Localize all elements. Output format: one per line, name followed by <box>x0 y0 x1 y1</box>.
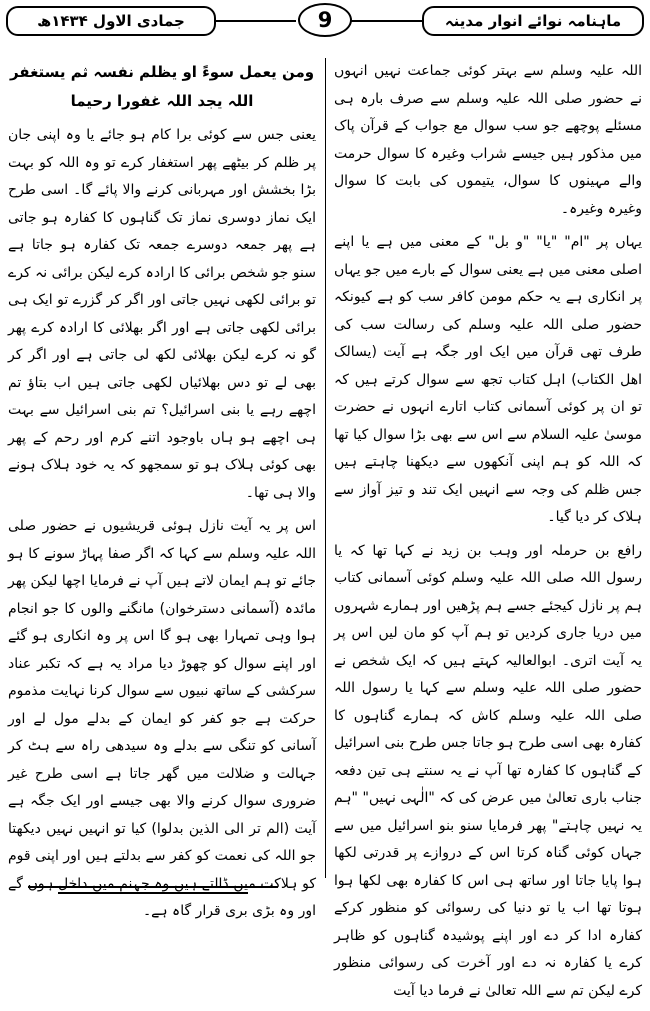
left-column <box>8 58 316 932</box>
header-divider-line <box>216 20 296 22</box>
issue-date: جمادی الاول ۱۴۳۴ھ <box>37 12 185 30</box>
paragraph: رافع بن حرملہ اور وہب بن زید نے کہا تھا کہ یا رسول اللہ صلی اللہ علیہ وسلم کوئی آسمانی کتاب ہم پر نازل کیجئے جسے ہم پڑھیں اور ہمارے شہروں میں دریا جاری کردیں تو ہم آپ کو مان لیں اس پر یہ آیت اتری۔ ابوالعالیہ کہتے ہیں کہ ایک شخص نے حضور صلی اللہ علیہ وسلم سے کہا یا رسول اللہ صلی اللہ علیہ وسلم کاش کہ ہمارے گناہوں کا کفارہ بھی اسی طرح ہو جاتا جس طرح بنی اسرائیل کے گناہوں کا کفارہ تھا آپ نے یہ سنتے ہی تین دفعہ جناب باری تعالیٰ میں عرض کی کہ "الٰہی نہیں" "ہم یہ نہیں چاہتے" پھر فرمایا سنو بنو اسرائیل میں سے جہاں کوئی گناہ کرتا اس کے دروازے پر قدرتی لکھا ہوا پایا جاتا اور ساتھ ہی اس کا کفارہ بھی لکھا ہوا ہوتا تھا اب یا تو دنیا کی رسوائی کو منظور کرکے کفارہ ادا کر دے اور اپنے پوشیدہ گناہوں کو ظاہر کرے یا کفارہ نہ دے اور آخرت کی رسوائی منظور کرے لیکن تم سے اللہ تعالیٰ نے فرما دیا آیت <box>334 542 642 999</box>
end-ornament-rule <box>28 886 278 888</box>
magazine-title: ماہنامہ نوائے انوار مدینہ <box>444 12 622 30</box>
column-divider <box>325 58 326 878</box>
arabic-verse: ومن یعمل سوءً او یظلم نفسہ ثم یستغفر اللہ یجد اللہ غفورا رحیما <box>9 63 315 110</box>
issue-date-box <box>6 6 216 36</box>
paragraph: اس پر یہ آیت نازل ہوئی قریشیوں نے حضور صلی اللہ علیہ وسلم سے کہا کہ اگر صفا پہاڑ سونے کا ہو جائے تو ہم ایمان لاتے ہیں آپ نے فرمایا اچھا لیکن پھر مائدہ (آسمانی دسترخوان) مانگنے والوں کا جو انجام ہوا وہی تمہارا بھی ہو گا اس پر وہ انکاری ہو گئے اور اپنے سوال کو چھوڑ دیا مراد یہ ہے کہ تکبر عناد سرکشی کے ساتھ نبیوں سے سوال کرنا نہایت مذموم حرکت ہے جو کفر کو ایمان کے بدلے مول لے اور آسانی کو تنگی سے بدلے وہ سیدھی راہ سے ہٹ کر جہالت و ضلالت میں گھر جاتا ہے اسی طرح غیر ضروری سوال کرنے والا بھی جیسے اور ایک جگہ ہے آیت (الم تر الی الذین بدلوا) کیا تو انہیں نہیں دیکھتا جو اللہ کی نعمت کو کفر سے بدلتے ہیں اور اپنی قوم کو ہلاکت میں ڈالتے ہیں وہ جہنم میں داخل ہوں گے اور وہ بڑی بری قرار گاہ ہے۔ <box>8 518 316 919</box>
magazine-title-box <box>422 6 644 36</box>
paragraph: اللہ علیہ وسلم سے بہتر کوئی جماعت نہیں انہوں نے حضور صلی اللہ علیہ وسلم سے صرف بارہ ہی مسئلے پوچھے جو سب سوال مع جواب کے قرآن پاک میں مذکور ہیں جیسے شراب وغیرہ کا سوال حرمت والے مہینوں کا سوال، یتیموں کی بابت کا سوال وغیرہ وغیرہ۔ <box>334 63 642 217</box>
header-divider-line <box>342 20 422 22</box>
page-number: 9 <box>317 8 333 32</box>
end-ornament-rule <box>58 892 248 894</box>
right-column <box>334 58 642 1011</box>
paragraph: یہاں پر "ام" "یا" "و بل" کے معنی میں ہے یا اپنے اصلی معنی میں ہے یعنی سوال کے بارے میں جو یہاں پر انکاری ہے یہ حکم مومن کافر سب کو ہے کیونکہ حضور صلی اللہ علیہ وسلم کی رسالت سب کی طرف تھی قرآن میں ایک اور جگہ ہے آیت (یسالک اھل الکتاب) اہل کتاب تجھ سے سوال کرتے ہیں کہ تو ان پر کوئی آسمانی کتاب اتارے انہوں نے حضرت موسیٰ علیہ السلام سے اس سے بھی بڑا سوال کیا تھا کہ اللہ کو ہم اپنی آنکھوں سے دیکھنا چاہتے ہیں جس ظلم کی وجہ سے انہیں ایک تند و تیز آواز سے ہلاک کر دیا گیا۔ <box>334 234 642 525</box>
page-number-oval <box>298 3 352 37</box>
paragraph: یعنی جس سے کوئی برا کام ہو جائے یا وہ اپنی جان پر ظلم کر بیٹھے پھر استغفار کرے تو وہ اللہ کو بہت بڑا بخشش اور مہربانی کرنے والا پائے گا۔ اسی طرح ایک نماز دوسری نماز تک گناہوں کا کفارہ ہو جاتی ہے پھر جمعہ دوسرے جمعہ تک کفارہ ہو جاتا ہے سنو جو شخص برائی کا ارادہ کرے لیکن برائی نہ کرے تو برائی لکھی نہیں جاتی اور اگر کر گزرے تو ایک ہی برائی لکھی جاتی ہے اور اگر بھلائی کا ارادہ کرے پھر گو نہ کرے لیکن بھلائی لکھ لی جاتی ہے اور اگر کر بھی لے تو دس بھلائیاں لکھی جاتی ہیں اب بتاؤ تم اچھے رہے یا بنی اسرائیل؟ تم بنی اسرائیل سے بہت ہی اچھے ہو ہاں باوجود اتنے کرم اور رحم کے پھر بھی کوئی ہلاک ہو تو سمجھو کہ یہ خود ہلاک ہونے والا ہی تھا۔ <box>8 127 316 501</box>
